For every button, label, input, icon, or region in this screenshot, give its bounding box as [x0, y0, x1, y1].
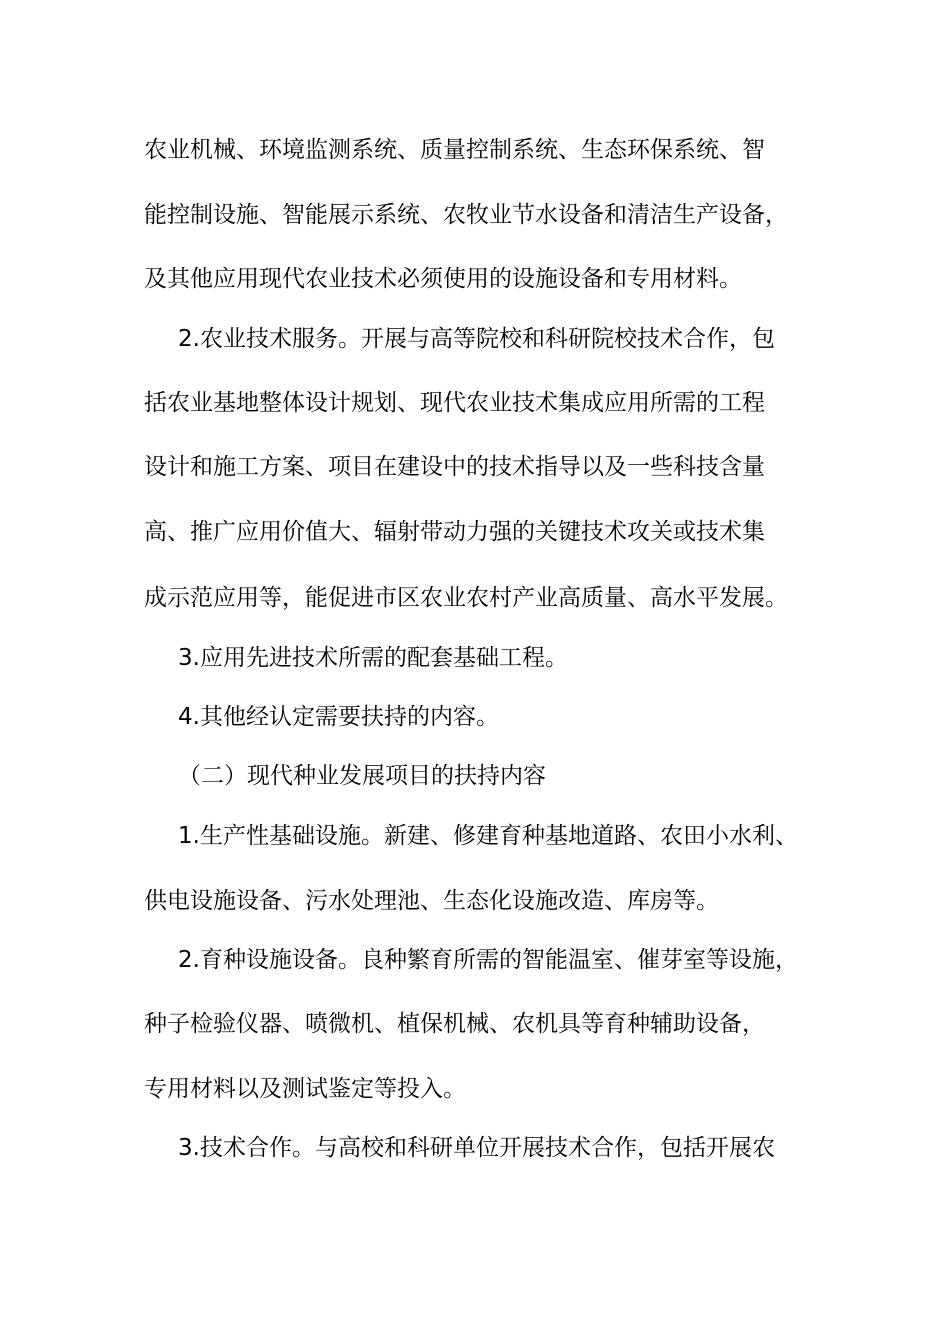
text-line: 设计和施工方案、项目在建设中的技术指导以及一些科技含量 [144, 454, 765, 480]
text-line: 能控制设施、智能展示系统、农牧业节水设备和清洁生产设备， [144, 202, 788, 228]
text-line: 括农业基地整体设计规划、现代农业技术集成应用所需的工程 [144, 390, 765, 416]
text-line: 供电设施设备、污水处理池、生态化设施改造、库房等。 [144, 888, 719, 914]
text-line: 高、推广应用价值大、辐射带动力强的关键技术攻关或技术集 [144, 519, 765, 545]
text-line: 种子检验仪器、喷微机、植保机械、农机具等育种辅助设备， [144, 1011, 765, 1037]
text-line: 4.其他经认定需要扶持的内容。 [178, 704, 499, 730]
text-line: 3.技术合作。与高校和科研单位开展技术合作，包括开展农 [178, 1135, 775, 1161]
text-line: 农业机械、环境监测系统、质量控制系统、生态环保系统、智 [144, 137, 765, 163]
text-line: 2.农业技术服务。开展与高等院校和科研院校技术合作，包 [178, 326, 775, 352]
section-heading: （二）现代种业发展项目的扶持内容 [178, 763, 546, 789]
text-line: 2.育种设施设备。良种繁育所需的智能温室、催芽室等设施， [178, 947, 798, 973]
text-line: 成示范应用等，能促进市区农业农村产业高质量、高水平发展。 [144, 585, 788, 611]
text-line: 专用材料以及测试鉴定等投入。 [144, 1076, 466, 1102]
text-line: 3.应用先进技术所需的配套基础工程。 [178, 645, 568, 671]
text-line: 1.生产性基础设施。新建、修建育种基地道路、农田小水利、 [178, 823, 798, 849]
text-line: 及其他应用现代农业技术必须使用的设施设备和专用材料。 [144, 266, 742, 292]
